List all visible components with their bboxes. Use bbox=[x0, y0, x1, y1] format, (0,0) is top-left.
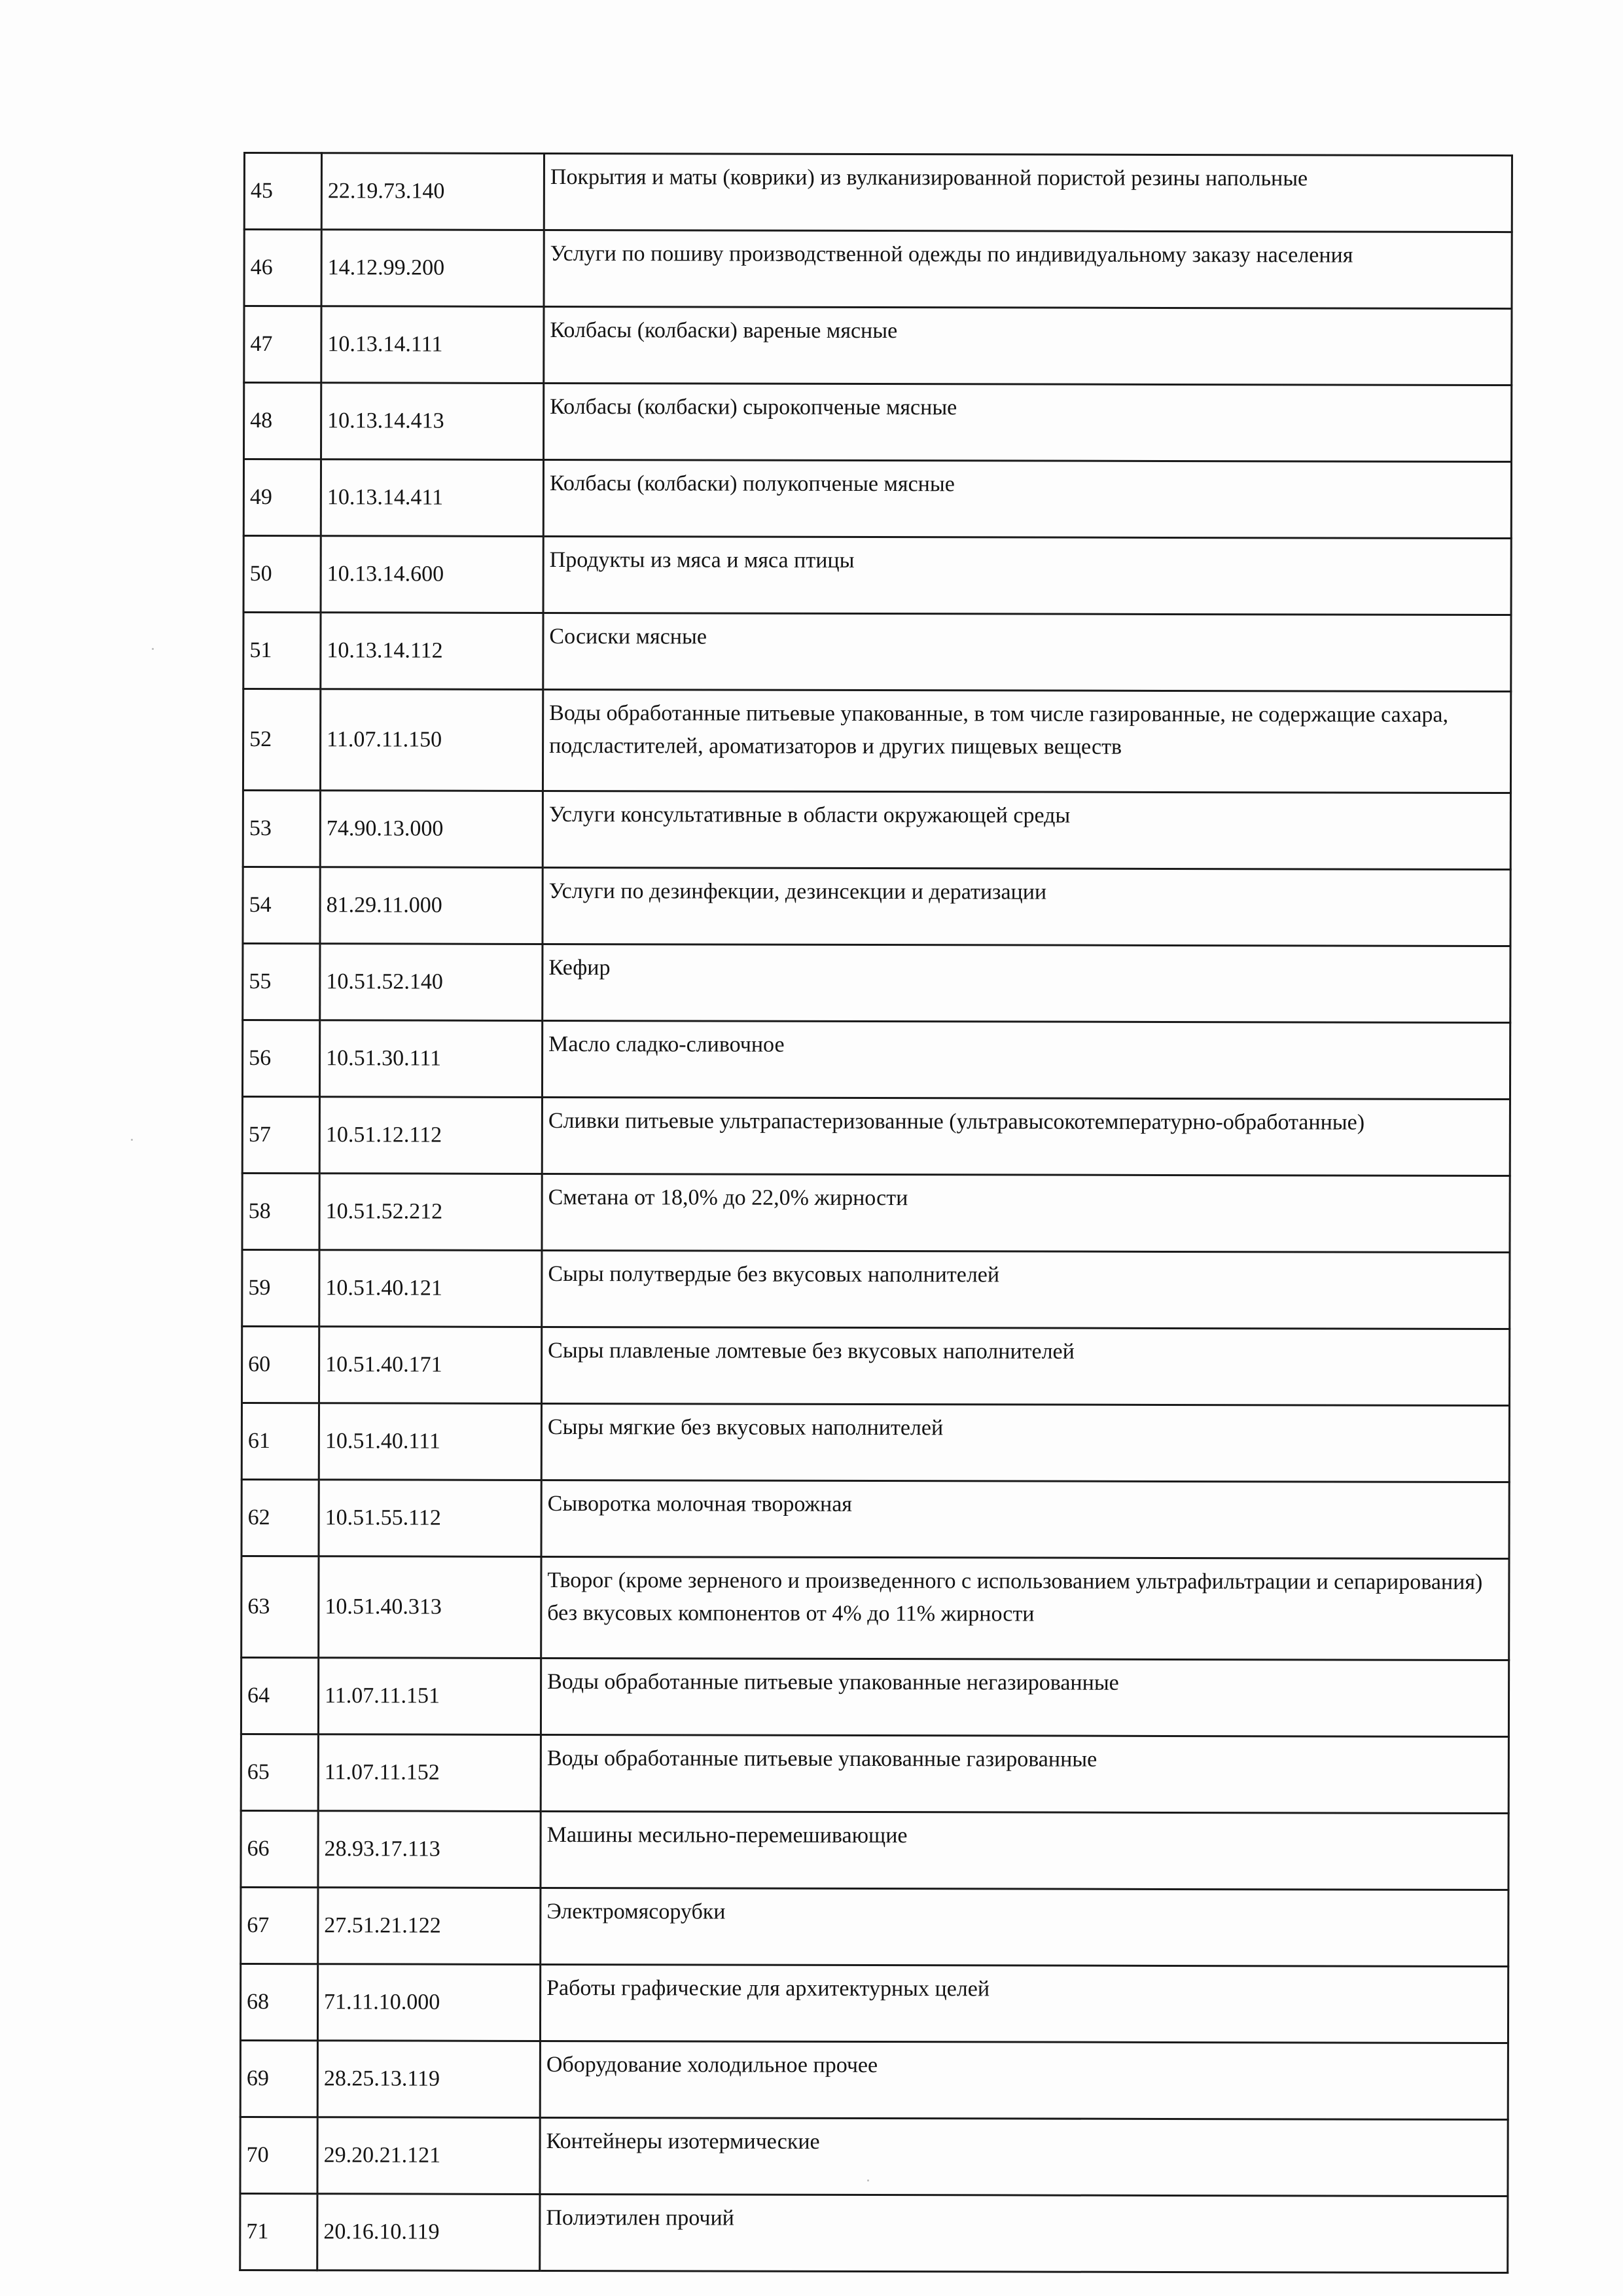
row-number: 47 bbox=[244, 306, 321, 383]
item-description: Колбасы (колбаски) вареные мясные bbox=[544, 306, 1512, 385]
scan-speck bbox=[867, 2179, 869, 2181]
item-description: Контейнеры изотермические bbox=[540, 2117, 1508, 2196]
okpd-code: 29.20.21.121 bbox=[317, 2117, 540, 2195]
row-number: 54 bbox=[243, 867, 320, 944]
item-description: Машины месильно-перемешивающие bbox=[541, 1811, 1508, 1890]
okpd-code: 10.51.52.212 bbox=[319, 1174, 542, 1251]
table-row bbox=[240, 2193, 1508, 2272]
table-row bbox=[242, 1097, 1510, 1176]
table-row bbox=[243, 613, 1511, 692]
item-description: Покрытия и маты (коврики) из вулканизированной пористой резины напольные bbox=[544, 153, 1512, 232]
item-description: Колбасы (колбаски) сырокопченые мясные bbox=[544, 383, 1512, 461]
table-row bbox=[242, 1249, 1510, 1329]
okpd-code: 11.07.11.151 bbox=[318, 1658, 541, 1735]
row-number: 59 bbox=[242, 1249, 319, 1326]
row-number: 56 bbox=[242, 1020, 319, 1097]
row-number: 63 bbox=[241, 1556, 319, 1657]
table-row bbox=[242, 1020, 1510, 1100]
okpd-code: 20.16.10.119 bbox=[317, 2194, 540, 2271]
table-row bbox=[241, 1326, 1509, 1405]
item-description: Воды обработанные питьевые упакованные газированные bbox=[541, 1734, 1508, 1813]
okpd-code: 10.13.14.112 bbox=[321, 613, 543, 690]
item-description: Творог (кроме зерненого и произведенного с использованием ультрафильтрации и сепарирования) без вкусовых компонентов от 4% до 11% жирности bbox=[541, 1556, 1509, 1660]
okpd-code: 28.93.17.113 bbox=[318, 1811, 541, 1888]
item-description: Полиэтилен прочий bbox=[540, 2194, 1508, 2272]
table-row bbox=[241, 1887, 1508, 1966]
item-description: Воды обработанные питьевые упакованные, в том числе газированные, не содержащие сахара, подсластителей, ароматизаторов и других пищевых веществ bbox=[543, 689, 1510, 793]
row-number: 46 bbox=[244, 230, 321, 306]
row-number: 61 bbox=[241, 1403, 319, 1479]
row-number: 70 bbox=[240, 2117, 317, 2193]
okpd-code: 22.19.73.140 bbox=[321, 153, 544, 230]
okpd-code: 10.13.14.411 bbox=[321, 459, 543, 537]
item-description: Масло сладко-сливочное bbox=[542, 1020, 1510, 1099]
item-description: Воды обработанные питьевые упакованные негазированные bbox=[541, 1658, 1508, 1736]
item-description: Услуги по дезинфекции, дезинсекции и дератизации bbox=[543, 867, 1510, 946]
okpd-code: 27.51.21.122 bbox=[318, 1888, 541, 1965]
okpd-code: 10.51.40.121 bbox=[319, 1250, 542, 1327]
table-row bbox=[242, 1173, 1510, 1252]
item-description: Сметана от 18,0% до 22,0% жирности bbox=[542, 1174, 1510, 1252]
row-number: 67 bbox=[241, 1887, 318, 1964]
row-number: 58 bbox=[242, 1173, 319, 1249]
okpd-code: 10.13.14.600 bbox=[321, 536, 543, 613]
row-number: 45 bbox=[244, 153, 321, 230]
row-number: 66 bbox=[241, 1810, 318, 1887]
row-number: 53 bbox=[243, 791, 320, 867]
item-description: Услуги по пошиву производственной одежды по индивидуальному заказу населения bbox=[544, 230, 1512, 308]
row-number: 55 bbox=[243, 944, 320, 1020]
table-row bbox=[241, 1734, 1508, 1813]
okpd-code: 11.07.11.150 bbox=[320, 689, 543, 791]
okpd-codes-table bbox=[239, 152, 1513, 2274]
row-number: 48 bbox=[244, 383, 321, 459]
item-description: Сосиски мясные bbox=[543, 613, 1511, 691]
table-row bbox=[243, 867, 1510, 946]
item-description: Колбасы (колбаски) полукопченые мясные bbox=[543, 459, 1511, 538]
okpd-code: 81.29.11.000 bbox=[320, 867, 543, 944]
row-number: 50 bbox=[243, 536, 321, 613]
table-body bbox=[240, 153, 1512, 2273]
okpd-code: 28.25.13.119 bbox=[317, 2041, 540, 2118]
table-row bbox=[243, 791, 1510, 870]
item-description: Сыры мягкие без вкусовых наполнителей bbox=[541, 1403, 1509, 1482]
okpd-code: 10.51.30.111 bbox=[319, 1020, 542, 1098]
row-number: 49 bbox=[243, 459, 321, 536]
item-description: Сыворотка молочная творожная bbox=[541, 1480, 1509, 1558]
table-row bbox=[241, 1479, 1509, 1558]
row-number: 65 bbox=[241, 1734, 318, 1810]
item-description: Работы графические для архитектурных целей bbox=[540, 1964, 1508, 2043]
table-row bbox=[241, 1556, 1509, 1660]
okpd-code: 10.51.52.140 bbox=[320, 944, 543, 1021]
okpd-code: 10.13.14.413 bbox=[321, 383, 544, 460]
row-number: 62 bbox=[241, 1479, 319, 1556]
item-description: Услуги консультативные в области окружающей среды bbox=[543, 791, 1510, 869]
table-row bbox=[244, 306, 1512, 386]
item-description: Сыры плавленые ломтевые без вкусовых наполнителей bbox=[541, 1327, 1509, 1405]
item-description: Электромясорубки bbox=[541, 1888, 1508, 1966]
table-row bbox=[241, 1403, 1509, 1482]
okpd-code: 71.11.10.000 bbox=[317, 1964, 540, 2041]
okpd-code: 10.51.40.313 bbox=[319, 1556, 541, 1659]
table-row bbox=[244, 383, 1512, 462]
okpd-code: 10.13.14.111 bbox=[321, 306, 544, 384]
table-row bbox=[243, 689, 1510, 793]
okpd-code: 11.07.11.152 bbox=[318, 1734, 541, 1812]
okpd-code: 10.51.12.112 bbox=[319, 1097, 542, 1174]
scan-speck bbox=[152, 648, 154, 650]
row-number: 64 bbox=[241, 1657, 318, 1734]
okpd-code: 74.90.13.000 bbox=[320, 791, 543, 868]
table-row bbox=[243, 536, 1511, 615]
row-number: 52 bbox=[243, 689, 320, 791]
item-description: Продукты из мяса и мяса птицы bbox=[543, 536, 1511, 615]
table-row bbox=[243, 944, 1510, 1023]
row-number: 71 bbox=[240, 2193, 317, 2270]
okpd-code: 10.51.40.171 bbox=[319, 1327, 541, 1404]
row-number: 57 bbox=[242, 1097, 319, 1174]
scan-speck bbox=[131, 1139, 133, 1141]
table-row bbox=[244, 153, 1512, 232]
item-description: Сливки питьевые ультрапастеризованные (ультравысокотемпературно-обработанные) bbox=[542, 1097, 1510, 1175]
row-number: 68 bbox=[240, 1964, 317, 2040]
table-row bbox=[240, 1964, 1508, 2043]
row-number: 69 bbox=[240, 2040, 317, 2117]
row-number: 51 bbox=[243, 613, 321, 689]
table-row bbox=[240, 2040, 1508, 2119]
table-row bbox=[241, 1657, 1508, 1736]
row-number: 60 bbox=[241, 1326, 319, 1403]
okpd-code: 14.12.99.200 bbox=[321, 230, 544, 307]
table-row bbox=[241, 1810, 1508, 1890]
item-description: Сыры полутвердые без вкусовых наполнителей bbox=[542, 1250, 1510, 1329]
okpd-code: 10.51.40.111 bbox=[319, 1403, 541, 1480]
item-description: Кефир bbox=[543, 944, 1510, 1022]
item-description: Оборудование холодильное прочее bbox=[540, 2041, 1508, 2119]
table-row bbox=[244, 230, 1512, 309]
table-row bbox=[243, 459, 1511, 539]
okpd-code: 10.51.55.112 bbox=[319, 1480, 541, 1557]
table-row bbox=[240, 2117, 1508, 2196]
